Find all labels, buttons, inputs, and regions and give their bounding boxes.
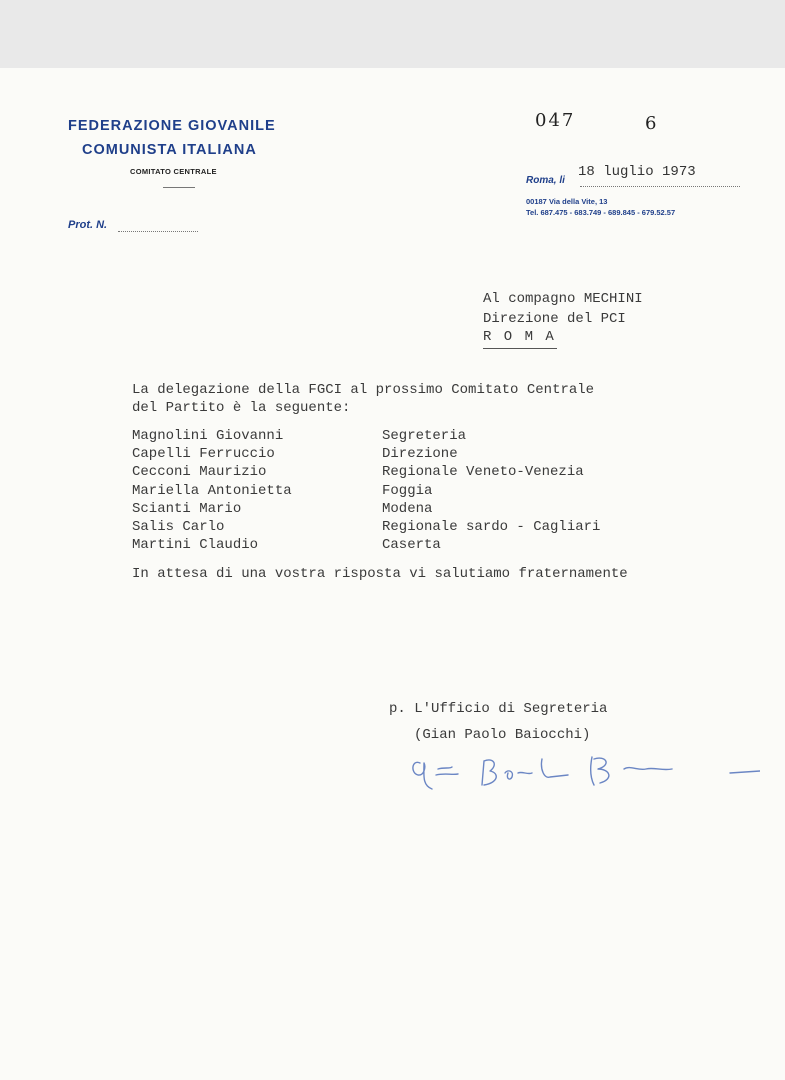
date-dotted-line (580, 186, 740, 187)
delegate-role: Regionale sardo - Cagliari (382, 518, 601, 535)
body-intro-line2: del Partito è la seguente: (132, 400, 351, 416)
delegate-name: Magnolini Giovanni (132, 428, 284, 444)
letterhead-rule (163, 187, 195, 188)
delegate-role: Direzione (382, 446, 458, 463)
delegate-role: Segreteria (382, 428, 467, 444)
protocol-number-suffix: 6 (645, 113, 657, 134)
handwritten-signature (410, 745, 760, 805)
letterhead-subtitle: COMITATO CENTRALE (130, 167, 217, 176)
recipient-line2: Direzione del PCI (483, 311, 626, 327)
letter-date: 18 luglio 1973 (578, 164, 696, 180)
letterhead-line2: COMUNISTA ITALIANA (82, 142, 257, 158)
closing-line: In attesa di una vostra risposta vi salutiamo fraternamente (132, 566, 628, 582)
recipient-city: R O M A (483, 329, 556, 345)
letter-page (0, 68, 785, 1080)
delegate-name: Scianti Mario (132, 500, 242, 517)
signoff-line2: (Gian Paolo Baiocchi) (414, 727, 591, 743)
protocol-label: Prot. N. (68, 219, 108, 231)
protocol-number: 047 (535, 110, 576, 131)
recipient-line1: Al compagno MECHINI (483, 291, 643, 307)
delegate-role: Modena (382, 500, 433, 517)
delegate-role: Regionale Veneto-Venezia (382, 464, 584, 481)
signoff-line1: p. L'Ufficio di Segreteria (389, 701, 608, 717)
delegate-name: Cecconi Maurizio (132, 464, 267, 481)
body-intro-line1: La delegazione della FGCI al prossimo Comitato Centrale (132, 382, 595, 398)
delegate-name: Capelli Ferruccio (132, 446, 275, 463)
delegate-name: Martini Claudio (132, 537, 259, 554)
letterhead-line1: FEDERAZIONE GIOVANILE (68, 118, 276, 134)
protocol-dotted-line (118, 231, 198, 232)
letterhead-address: 00187 Via della Vite, 13 (526, 197, 608, 206)
place-label: Roma, li (526, 175, 565, 186)
delegate-role: Caserta (382, 537, 441, 554)
delegate-name: Mariella Antonietta (132, 482, 292, 499)
recipient-city-underline (483, 348, 557, 349)
delegate-role: Foggia (382, 482, 433, 499)
delegate-name: Salis Carlo (132, 518, 225, 535)
letterhead-telephone: Tel. 687.475 - 683.749 - 689.845 - 679.52.57 (526, 208, 676, 217)
